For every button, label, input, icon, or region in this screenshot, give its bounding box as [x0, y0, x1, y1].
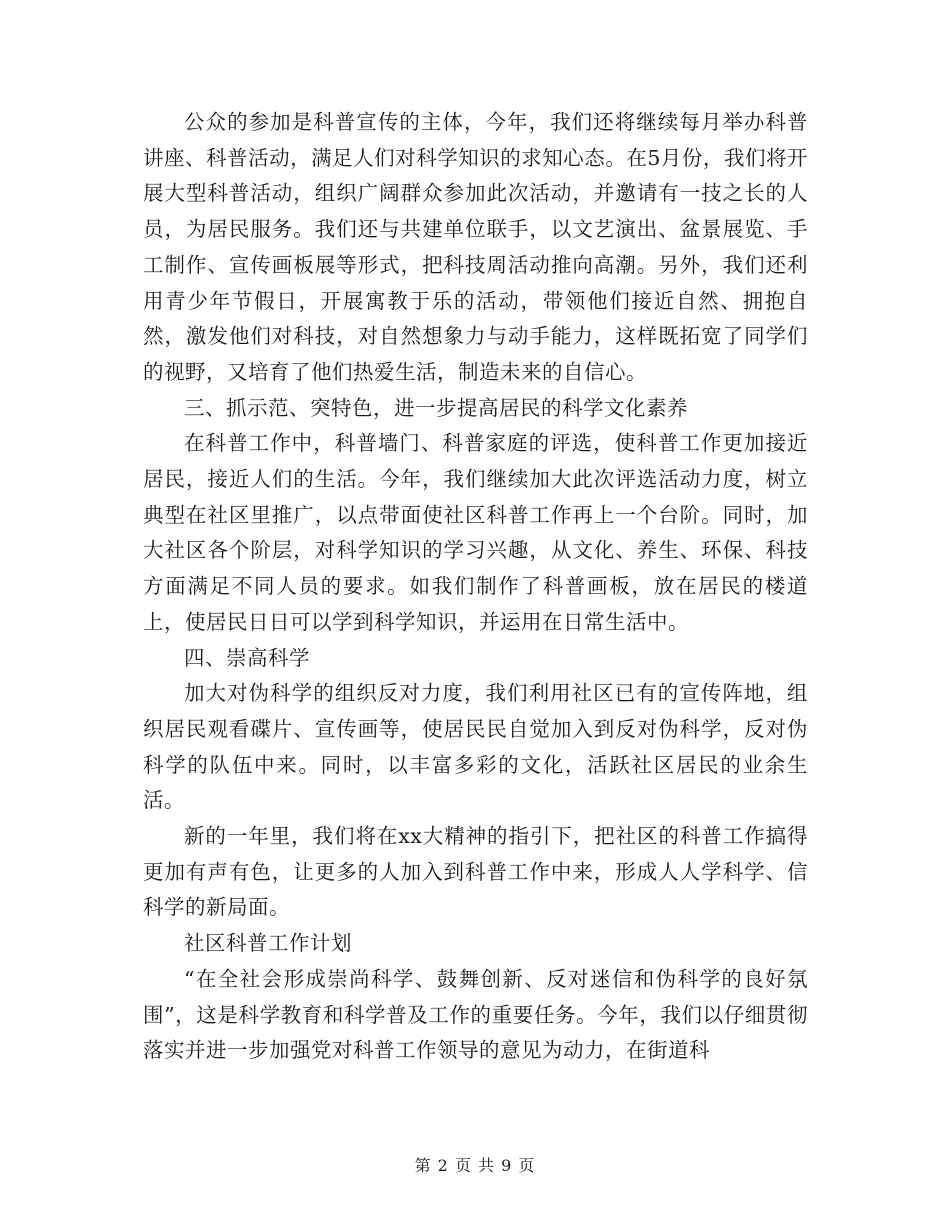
- heading-section-four: 四、崇高科学: [184, 645, 310, 670]
- heading-section-three: 三、抓示范、突特色，进一步提高居民的科学文化素养: [184, 395, 688, 420]
- heading-plan-title: 社区科普工作计划: [184, 931, 352, 956]
- paragraph-anti-pseudoscience: 加大对伪科学的组织反对力度，我们利用社区已有的宣传阵地，组织居民观看碟片、宣传画等，使居民民自觉加入到反对伪科学，反对伪科学的队伍中来。同时，以丰富多彩的文化，活跃社区居民的业余生活。: [143, 681, 808, 813]
- page-number-footer: 第 2 页 共 9 页: [414, 1156, 536, 1175]
- paragraph-new-year: 新的一年里，我们将在xx大精神的指引下，把社区的科普工作搞得更加有声有色，让更多的人加入到科普工作中来，形成人人学科学、信科学的新局面。: [143, 824, 808, 920]
- paragraph-plan-intro: “在全社会形成崇尚科学、鼓舞创新、反对迷信和伪科学的良好氛围”，这是科学教育和科学普及工作的重要任务。今年，我们以仔细贯彻落实并进一步加强党对科普工作领导的意见为动力，在街道科: [143, 966, 808, 1063]
- paragraph-public-participation: 公众的参加是科普宣传的主体，今年，我们还将继续每月举办科普讲座、科普活动，满足人们对科学知识的求知心态。在5月份，我们将开展大型科普活动，组织广阔群众参加此次活动，并邀请有一技之长的人员，为居民服务。我们还与共建单位联手，以文艺演出、盆景展览、手工制作、宣传画板展等形式，把科技周活动推向高潮。另外，我们还利用青少年节假日，开展寓教于乐的活动，带领他们接近自然、拥抱自然，激发他们对科技，对自然想象力与动手能力，这样既拓宽了同学们的视野，又培育了他们热爱生活，制造未来的自信心。: [143, 110, 808, 384]
- paragraph-science-family: 在科普工作中，科普墙门、科普家庭的评选，使科普工作更加接近居民，接近人们的生活。今年，我们继续加大此次评选活动力度，树立典型在社区里推广，以点带面使社区科普工作再上一个台阶。同时，加大社区各个阶层，对科学知识的学习兴趣，从文化、养生、环保、科技方面满足不同人员的要求。如我们制作了科普画板，放在居民的楼道上，使居民日日可以学到科学知识，并运用在日常生活中。: [143, 431, 808, 634]
- document-body: [143, 105, 808, 1069]
